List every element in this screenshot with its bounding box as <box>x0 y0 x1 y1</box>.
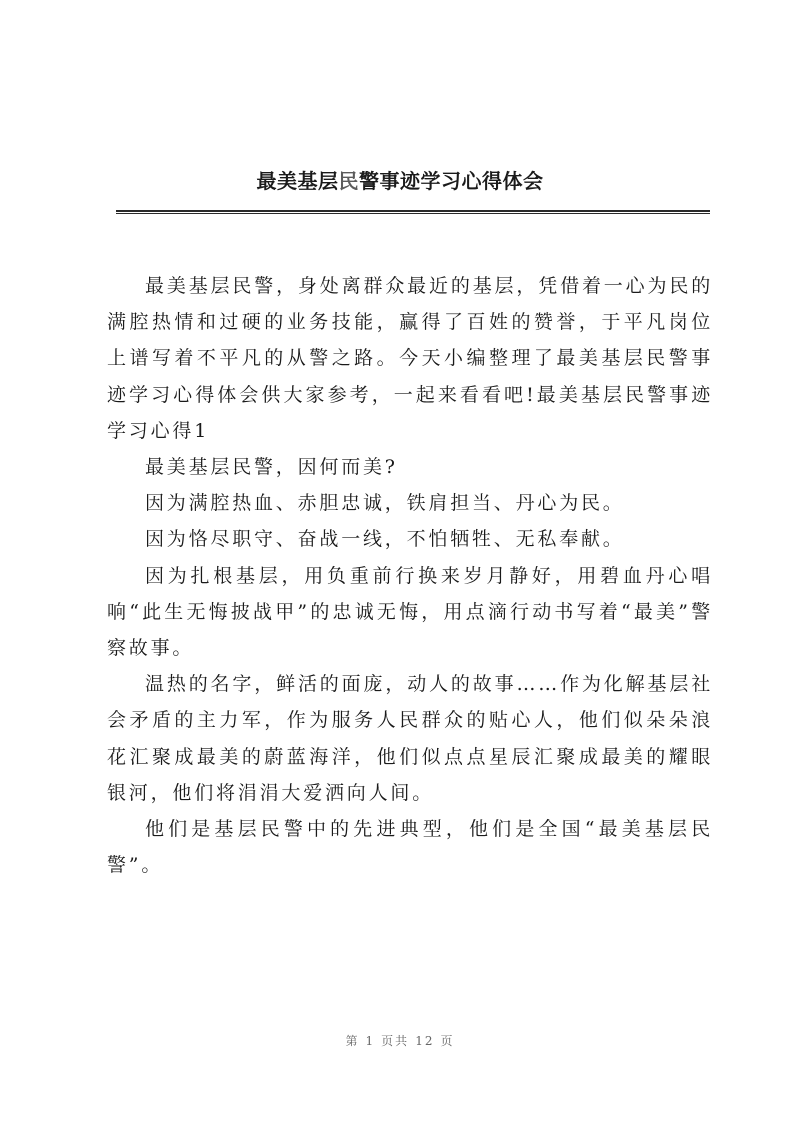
footer-suffix: 页 <box>440 1034 455 1048</box>
title-text-end: 警事迹学习心得体会 <box>359 169 544 193</box>
page-footer <box>0 1032 800 1049</box>
paragraph-intro: 最美基层民警，身处离群众最近的基层，凭借着一心为民的满腔热情和过硬的业务技能，赢得了百姓的赞誉，于平凡岗位上谱写着不平凡的从警之路。今天小编整理了最美基层民警事迹学习心得体会供大家参考，一起来看看吧!最美基层民警事迹学习心得1 <box>107 275 713 442</box>
footer-middle: 页共 <box>381 1034 410 1048</box>
title-text-highlight: 民 <box>338 169 359 193</box>
paragraph-reason-2: 因为恪尽职守、奋战一线，不怕牺牲、无私奉献。 <box>145 528 625 551</box>
paragraph-reason-3: 因为扎根基层，用负重前行换来岁月静好，用碧血丹心唱响“此生无悔披战甲”的忠诚无悔，用点滴行动书写着“最美”警察故事。 <box>107 564 713 660</box>
paragraph-stories: 温热的名字，鲜活的面庞，动人的故事……作为化解基层社会矛盾的主力军，作为服务人民群众的贴心人，他们似朵朵浪花汇聚成最美的蔚蓝海洋，他们似点点星辰汇聚成最美的耀眼银河，他们将涓涓大爱洒向人间。 <box>107 673 713 804</box>
footer-total-pages: 12 <box>415 1034 435 1048</box>
title-text-start: 最美基层 <box>256 169 339 193</box>
document-body <box>107 268 713 883</box>
footer-page-number: 1 <box>365 1034 376 1048</box>
paragraph-conclusion: 他们是基层民警中的先进典型，他们是全国“最美基层民警”。 <box>107 818 713 877</box>
title-divider <box>116 210 710 214</box>
footer-prefix: 第 <box>345 1034 360 1048</box>
paragraph-reason-1: 因为满腔热血、赤胆忠诚，铁肩担当、丹心为民。 <box>145 492 625 515</box>
paragraph-question: 最美基层民警，因何而美? <box>145 456 398 479</box>
document-title <box>0 165 800 194</box>
